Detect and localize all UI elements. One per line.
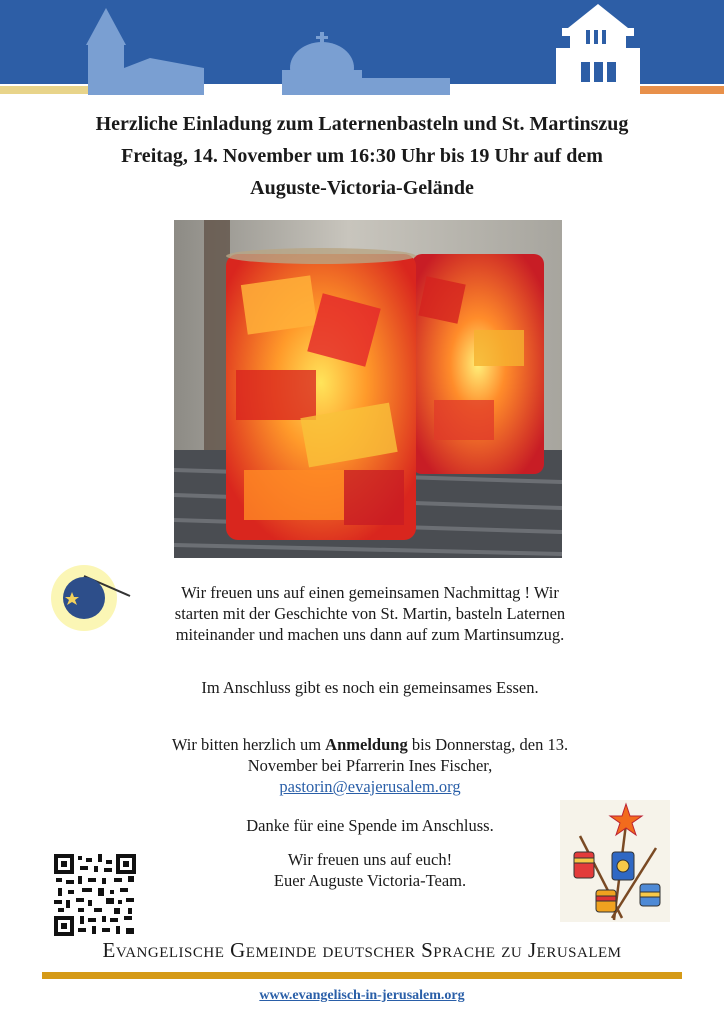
lanterns-drawing [560,800,670,922]
title-line-1: Herzliche Einladung zum Laternenbasteln und St. Martinszug [95,113,629,135]
registration-text-pre: Wir bitten herzlich um [171,735,322,754]
closing-line-2: Euer Auguste Victoria-Team. [273,871,467,890]
registration-text-post: bis Donnerstag, den 13. November bei Pfarrerin Ines Fischer, [247,735,569,775]
organization-name: Evangelische Gemeinde deutscher Sprache zu Jerusalem [102,938,622,962]
closing-line-1: Wir freuen uns auf euch! [287,850,453,869]
paragraph-intro: Wir freuen uns auf einen gemeinsamen Nachmittag ! Wir starten mit der Geschichte von St. Martin, basteln Laternen miteinander und machen uns dann auf zum Martinsumzug. [174,583,566,644]
paragraph-registration [165,734,575,797]
website-link[interactable]: www.evangelisch-in-jerusalem.org [259,988,465,1003]
lantern-photo [174,220,562,558]
footer-website-container [0,988,724,1004]
paragraph-meal: Im Anschluss gibt es noch ein gemeinsames Essen. [201,678,539,697]
paragraph-donation: Danke für eine Spende im Anschluss. [246,816,494,835]
header-banner [0,0,724,97]
lantern-moon-icon [44,562,134,632]
qr-code-icon [54,854,136,936]
closing-greeting [165,849,575,891]
title-line-2: Freitag, 14. November um 16:30 Uhr bis 19 Uhr auf dem [121,145,603,167]
title-line-3: Auguste-Victoria-Gelände [250,177,474,199]
footer-divider [42,972,682,979]
email-link[interactable]: pastorin@evajerusalem.org [279,777,461,796]
registration-bold: Anmeldung [325,735,408,754]
